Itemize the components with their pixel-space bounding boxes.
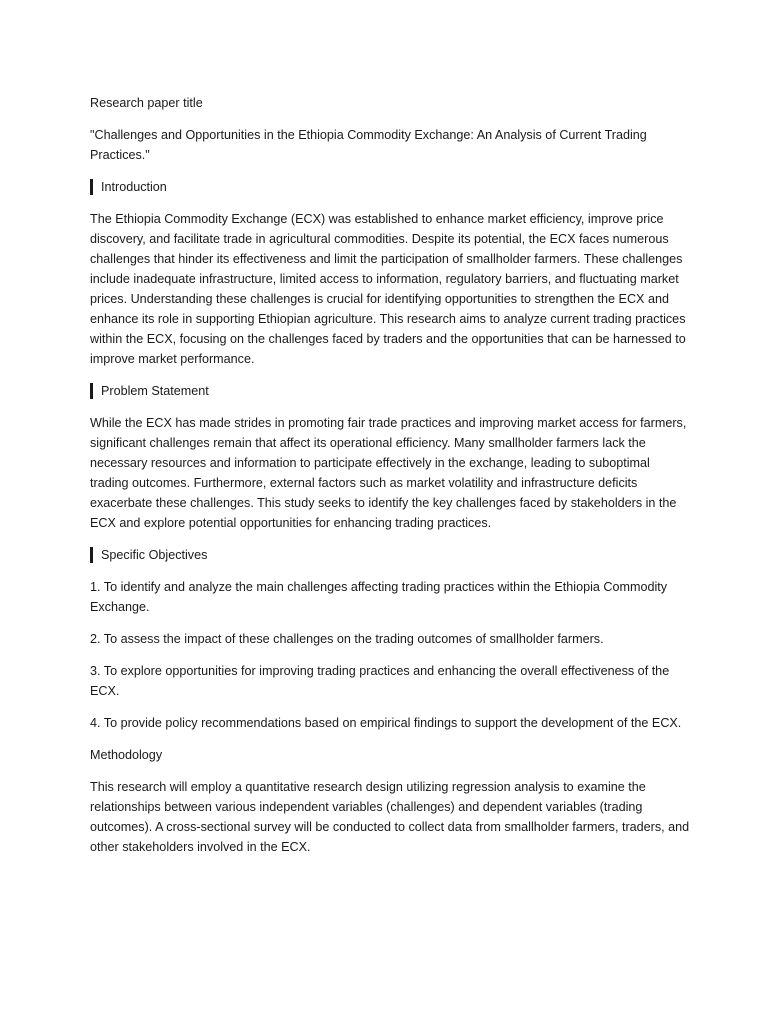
document-title: "Challenges and Opportunities in the Ethiopia Commodity Exchange: An Analysis of Current Trading Practices." — [90, 128, 647, 162]
methodology-heading: Methodology — [90, 748, 163, 762]
objective-item: 3. To explore opportunities for improving trading practices and enhancing the overall effectiveness of the ECX. — [90, 664, 670, 698]
objectives-heading — [90, 545, 690, 565]
problem-statement-heading — [90, 381, 690, 401]
introduction-paragraph: The Ethiopia Commodity Exchange (ECX) was established to enhance market efficiency, improve price discovery, and facilitate trade in agricultural commodities. Despite its potential, the ECX faces numerous challenges that hinder its effectiveness and limit the participation of smallholder farmers. These challenges include inadequate infrastructure, limited access to information, regulatory barriers, and fluctuating market prices. Understanding these challenges is crucial for identifying opportunities to strengthen the ECX and enhance its role in supporting Ethiopian agriculture. This research aims to analyze current trading practices within the ECX, focusing on the challenges faced by traders and the opportunities that can be harnessed to improve market performance. — [90, 212, 686, 366]
introduction-heading-text: Introduction — [101, 180, 167, 194]
heading-marker — [90, 383, 93, 399]
problem-statement-heading-text: Problem Statement — [101, 384, 209, 398]
objective-item: 4. To provide policy recommendations based on empirical findings to support the development of the ECX. — [90, 716, 682, 730]
introduction-heading — [90, 177, 690, 197]
document-label: Research paper title — [90, 96, 203, 110]
heading-marker — [90, 547, 93, 563]
document-page — [90, 93, 690, 869]
objectives-heading-text: Specific Objectives — [101, 548, 208, 562]
methodology-paragraph: This research will employ a quantitative research design utilizing regression analysis to examine the relationships between various independent variables (challenges) and dependent variables (trading outcomes). A cross-sectional survey will be conducted to collect data from smallholder farmers, traders, and other stakeholders involved in the ECX. — [90, 780, 690, 854]
objective-item: 2. To assess the impact of these challenges on the trading outcomes of smallholder farmers. — [90, 632, 604, 646]
problem-statement-paragraph: While the ECX has made strides in promoting fair trade practices and improving market access for farmers, significant challenges remain that affect its operational efficiency. Many smallholder farmers lack the necessary resources and information to participate effectively in the exchange, leading to suboptimal trading outcomes. Furthermore, external factors such as market volatility and infrastructure deficits exacerbate these challenges. This study seeks to identify the key challenges faced by stakeholders in the ECX and explore potential opportunities for enhancing trading practices. — [90, 416, 687, 530]
objective-item: 1. To identify and analyze the main challenges affecting trading practices within the Ethiopia Commodity Exchange. — [90, 580, 668, 614]
heading-marker — [90, 179, 93, 195]
